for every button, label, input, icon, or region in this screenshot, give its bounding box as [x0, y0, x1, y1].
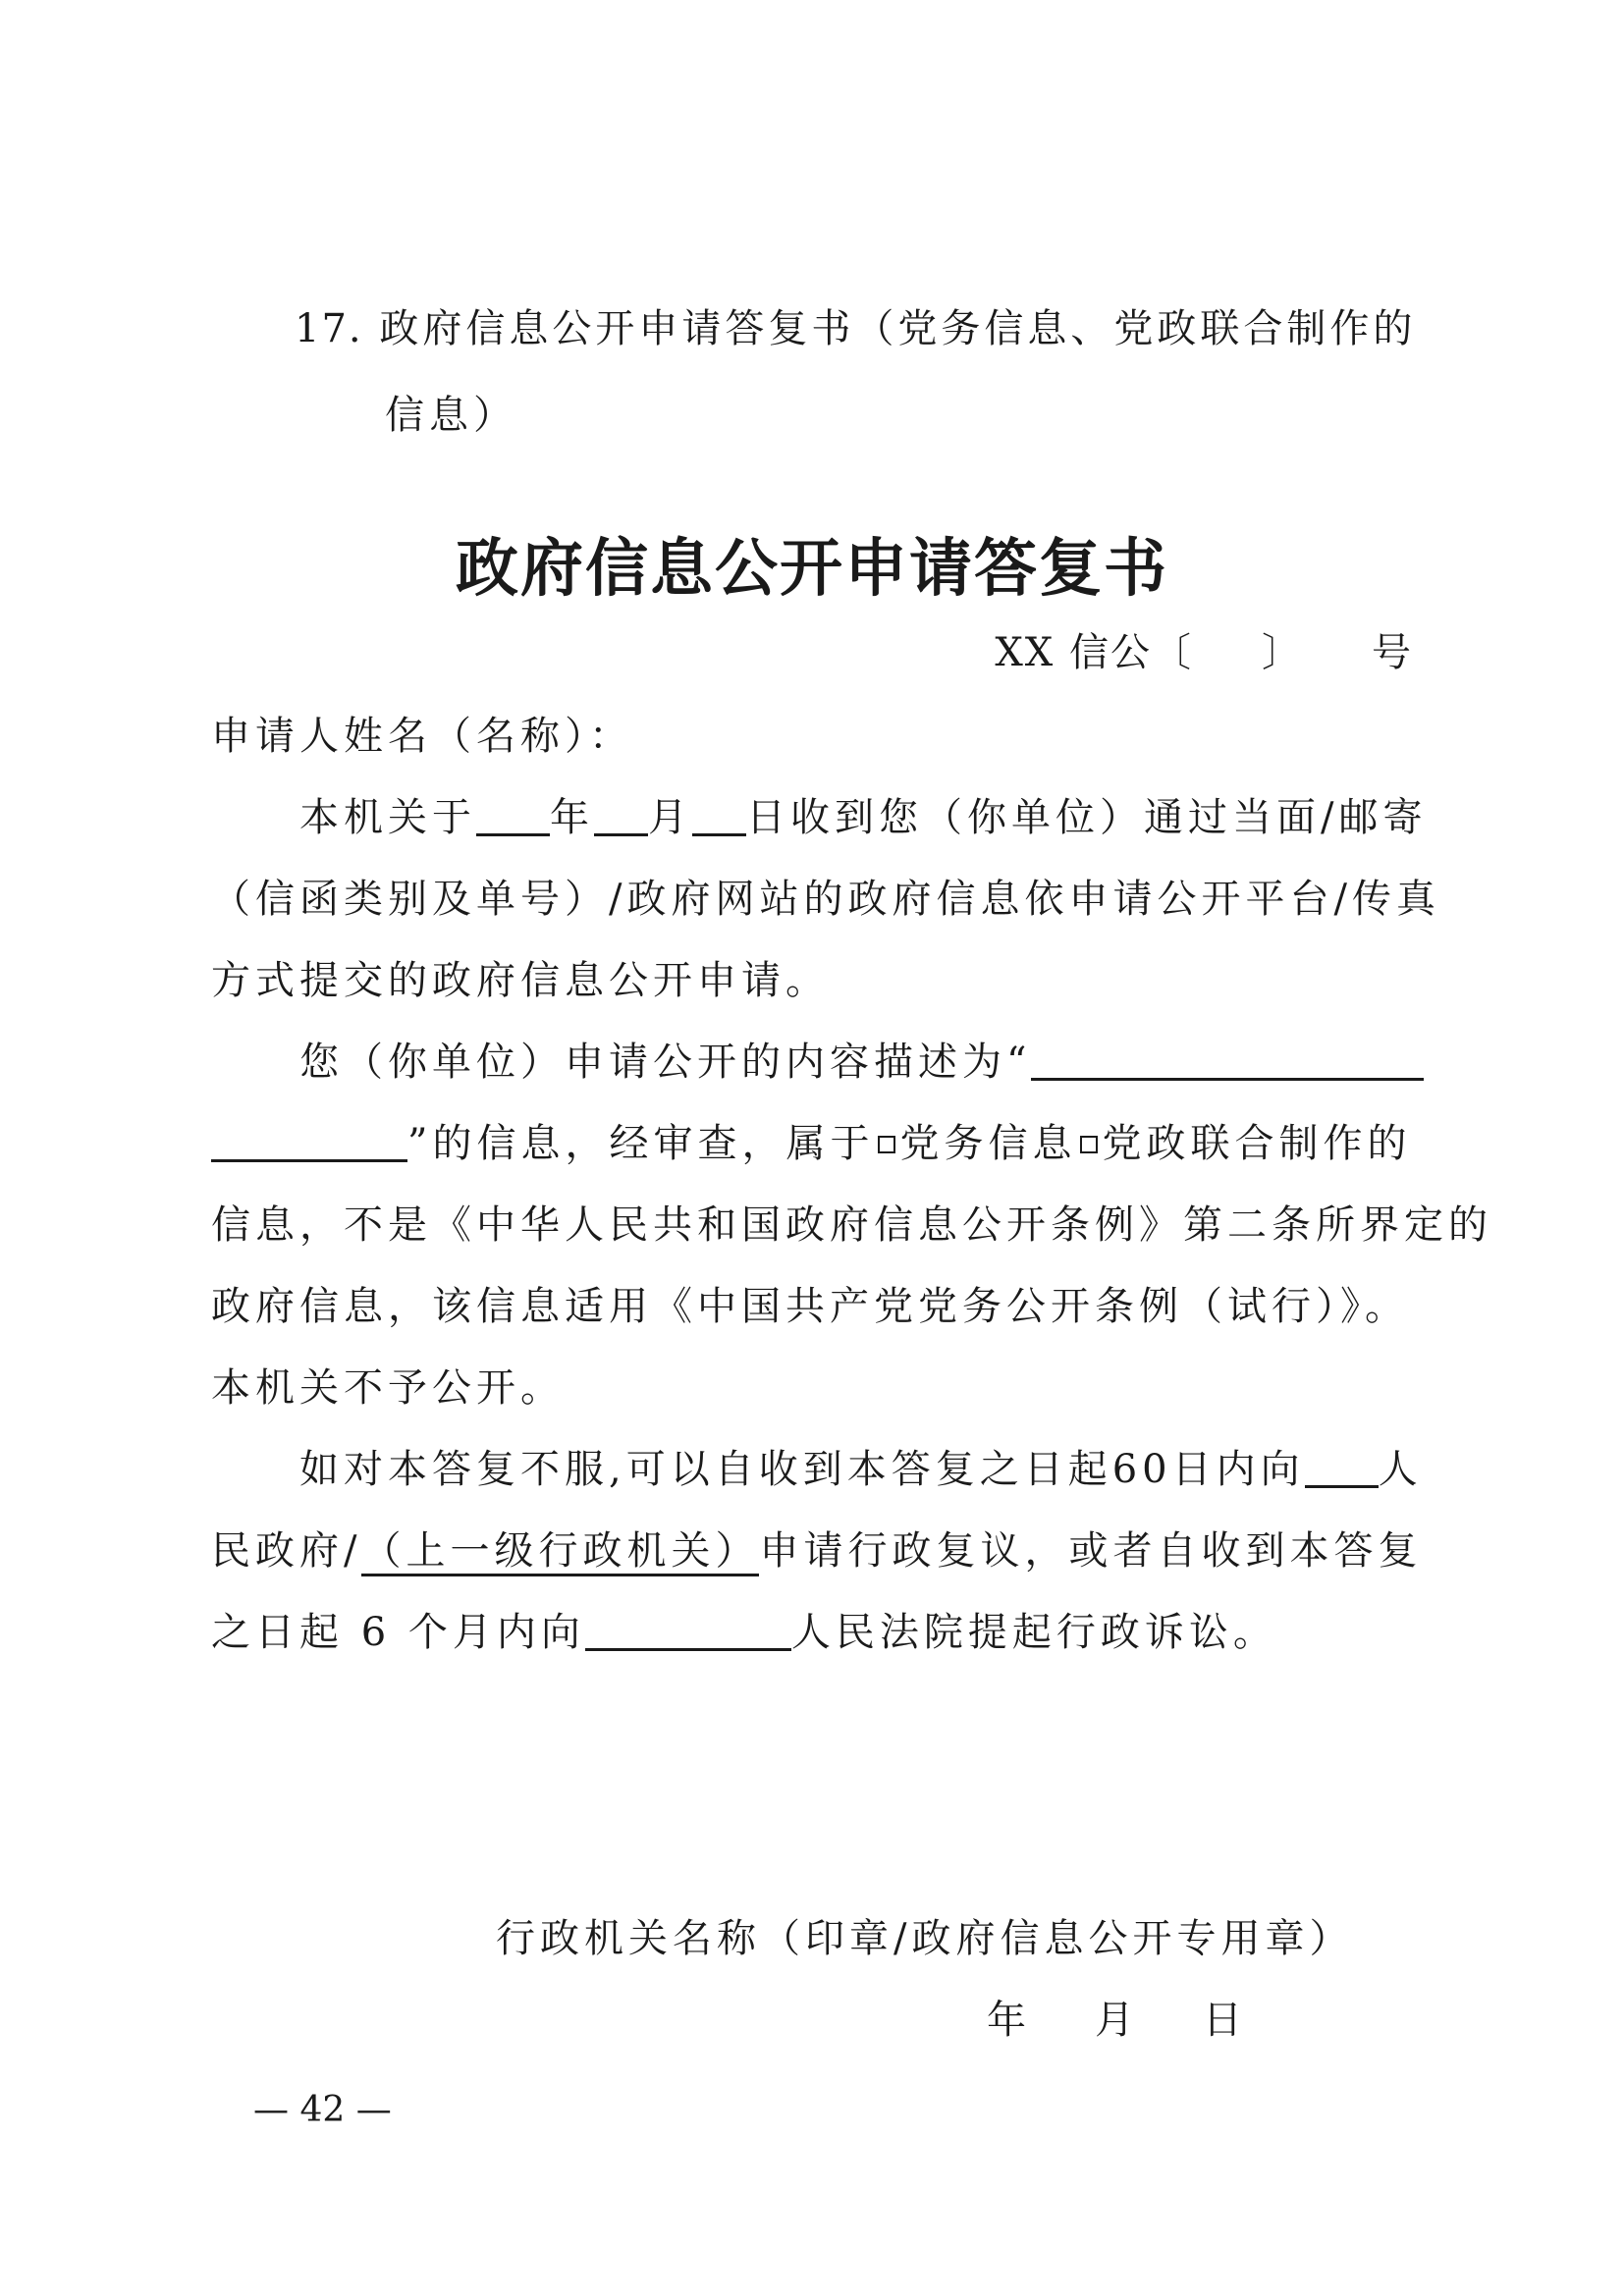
option-joint-info: 党政联合制作的 [1102, 1121, 1412, 1166]
option-party-info: 党务信息 [899, 1121, 1077, 1166]
para3-line3 [211, 1603, 1419, 1662]
para3-line2-b: 申请行政复议，或者自收到本答复 [759, 1528, 1423, 1574]
para1-line1 [299, 788, 1428, 847]
document-number [995, 623, 1413, 682]
para2-line2-text: ”的信息，经审查，属于 [407, 1121, 875, 1166]
document-title: 政府信息公开申请答复书 [456, 532, 1168, 606]
para1-start: 本机关于 [299, 795, 476, 840]
section-heading-continued: 信息） [385, 393, 517, 438]
para3-line3-b: 人民法院提起行政诉讼。 [790, 1610, 1277, 1655]
para2-line3: 信息，不是《中华人民共和国政府信息公开条例》第二条所界定的 [211, 1202, 1492, 1248]
para1-line2: （信函类别及单号）/政府网站的政府信息依申请公开平台/传真 [211, 877, 1440, 922]
month-blank[interactable] [594, 790, 648, 836]
joint-info-checkbox[interactable] [1080, 1136, 1098, 1153]
para2-line4: 政府信息，该信息适用《中国共产党党务公开条例（试行）》。 [211, 1284, 1409, 1329]
page-number: — 42 — [253, 2090, 392, 2130]
party-info-checkbox[interactable] [878, 1136, 895, 1153]
para3-line1 [299, 1440, 1423, 1499]
year-blank[interactable] [476, 790, 550, 836]
section-heading [295, 299, 1502, 358]
doc-number-suffix: 号 [1372, 630, 1413, 675]
para3-start: 如对本答复不服,可以自收到本答复之日起60日内向 [299, 1447, 1305, 1492]
doc-number-prefix: XX 信公〔 [995, 630, 1193, 675]
para2-line1 [299, 1033, 1419, 1092]
para1-month: 月 [648, 795, 692, 840]
higher-authority-field: （上一级行政机关） [361, 1528, 759, 1576]
government-blank[interactable] [1305, 1442, 1379, 1488]
para1-year: 年 [550, 795, 594, 840]
para2-line5: 本机关不予公开。 [211, 1365, 565, 1411]
court-blank[interactable] [585, 1605, 791, 1651]
applicant-label: 申请人姓名（名称）： [211, 714, 633, 759]
date-line [987, 1991, 1281, 2050]
para2-line2 [211, 1114, 1419, 1173]
content-description-blank[interactable] [1031, 1035, 1424, 1081]
date-day: 日 [1203, 1998, 1242, 2043]
para3-line2-a: 民政府/ [211, 1528, 362, 1574]
day-blank[interactable] [692, 790, 746, 836]
para1-rest: 日收到您（你单位）通过当面/邮寄 [746, 795, 1428, 840]
para2-start: 您（你单位）申请公开的内容描述为“ [299, 1040, 1032, 1085]
para1-line3: 方式提交的政府信息公开申请。 [211, 958, 830, 1003]
section-number: 17. [295, 306, 363, 351]
section-heading-text: 政府信息公开申请答复书（党务信息、党政联合制作的 [379, 306, 1417, 351]
para3-line2 [211, 1522, 1423, 1580]
para3-end: 人 [1378, 1447, 1423, 1492]
signature-line: 行政机关名称（印章/政府信息公开专用章） [496, 1916, 1354, 1961]
content-description-blank-cont[interactable] [211, 1116, 407, 1162]
date-month: 月 [1095, 1998, 1134, 2043]
para3-line3-a: 之日起 6 个月内向 [211, 1610, 585, 1655]
doc-number-bracket-close: 〕 [1262, 630, 1303, 675]
date-year: 年 [987, 1998, 1026, 2043]
